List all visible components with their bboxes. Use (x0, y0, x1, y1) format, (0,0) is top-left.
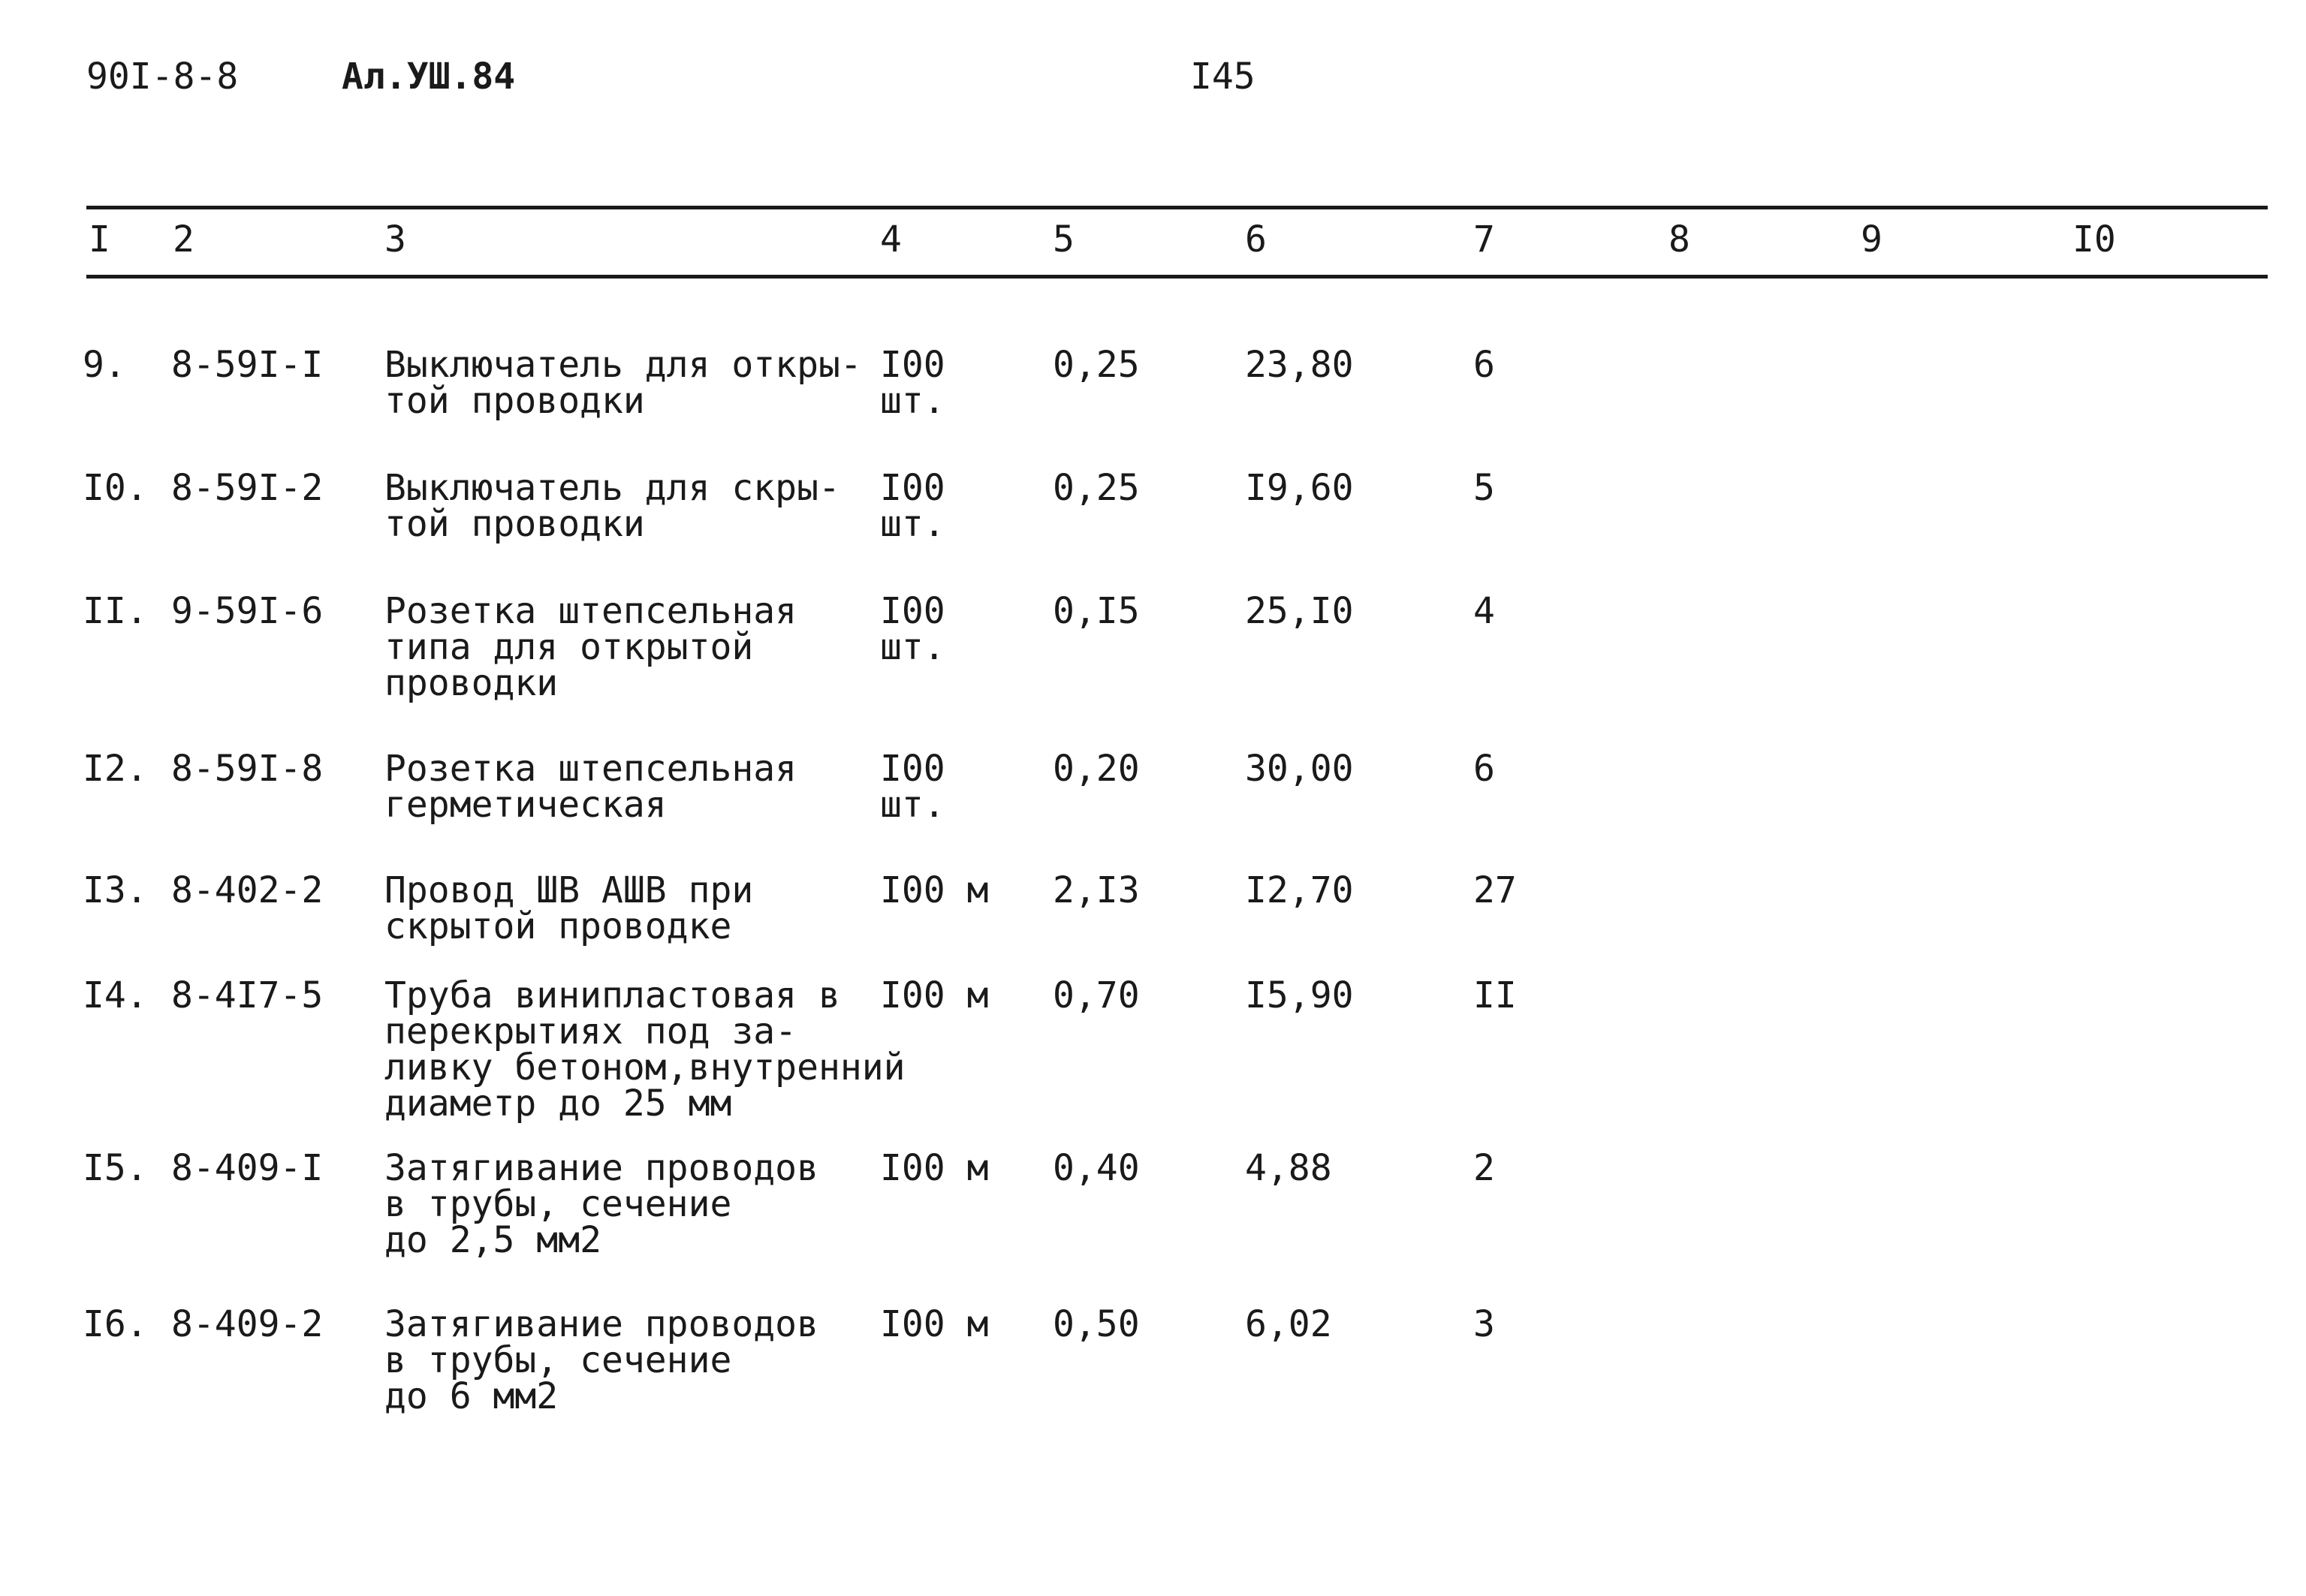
row-number: I2. (83, 748, 148, 790)
column-number: 4 (880, 218, 902, 260)
column-7-value: 6 (1473, 344, 1495, 386)
column-7-value: 27 (1473, 869, 1517, 911)
quantity: 0,25 (1053, 467, 1140, 509)
row-number: I5. (83, 1147, 148, 1189)
column-7-value: II (1473, 974, 1517, 1016)
unit-price: 4,88 (1245, 1147, 1332, 1189)
document-code: 90I-8-8 (86, 56, 239, 98)
row-number: I0. (83, 467, 148, 509)
rate-code: 8-409-2 (171, 1303, 324, 1345)
table-top-rule (86, 206, 2268, 209)
unit: I00 шт. (880, 467, 945, 545)
unit: I00 м (880, 1303, 989, 1345)
album-reference: Ал.УШ.84 (342, 56, 516, 98)
rate-code: 8-59I-I (171, 344, 324, 386)
quantity: 2,I3 (1053, 869, 1140, 911)
quantity: 0,40 (1053, 1147, 1140, 1189)
column-number: 8 (1668, 218, 1690, 260)
unit-price: I5,90 (1245, 974, 1354, 1016)
column-number: I (89, 218, 110, 260)
column-7-value: 4 (1473, 590, 1495, 632)
unit: I00 шт. (880, 344, 945, 422)
unit-price: 6,02 (1245, 1303, 1332, 1345)
column-7-value: 6 (1473, 748, 1495, 790)
table-header-rule (86, 275, 2268, 279)
page-number: I45 (1190, 56, 1255, 98)
quantity: 0,25 (1053, 344, 1140, 386)
work-name: Затягивание проводов в трубы, сечение до 6 мм2 (384, 1303, 818, 1417)
work-name: Розетка штепсельная типа для открытой проводки (384, 590, 797, 704)
work-name: Выключатель для скры- той проводки (384, 467, 840, 545)
row-number: I4. (83, 974, 148, 1016)
column-number: 2 (173, 218, 194, 260)
work-name: Провод ШВ АШВ при скрытой проводке (384, 869, 754, 947)
work-name: Розетка штепсельная герметическая (384, 748, 797, 826)
unit: I00 м (880, 869, 989, 911)
work-name: Затягивание проводов в трубы, сечение до 2,5 мм2 (384, 1147, 818, 1261)
column-7-value: 3 (1473, 1303, 1495, 1345)
work-name: Труба винипластовая в перекрытиях под за- ливку бетоном,внутренний диаметр до 25 мм (384, 974, 906, 1125)
column-7-value: 2 (1473, 1147, 1495, 1189)
rate-code: 8-59I-2 (171, 467, 324, 509)
unit: I00 м (880, 1147, 989, 1189)
quantity: 0,20 (1053, 748, 1140, 790)
column-number: 6 (1245, 218, 1267, 260)
column-7-value: 5 (1473, 467, 1495, 509)
unit-price: I2,70 (1245, 869, 1354, 911)
quantity: 0,50 (1053, 1303, 1140, 1345)
row-number: II. (83, 590, 148, 632)
unit: I00 м (880, 974, 989, 1016)
work-name: Выключатель для откры- той проводки (384, 344, 862, 422)
rate-code: 8-59I-8 (171, 748, 324, 790)
unit-price: I9,60 (1245, 467, 1354, 509)
rate-code: 9-59I-6 (171, 590, 324, 632)
row-number: I3. (83, 869, 148, 911)
column-number: I0 (2072, 218, 2116, 260)
quantity: 0,I5 (1053, 590, 1140, 632)
unit-price: 30,00 (1245, 748, 1354, 790)
unit-price: 23,80 (1245, 344, 1354, 386)
column-number: 9 (1861, 218, 1882, 260)
column-number: 7 (1473, 218, 1495, 260)
rate-code: 8-4I7-5 (171, 974, 324, 1016)
unit: I00 шт. (880, 748, 945, 826)
column-number: 5 (1053, 218, 1075, 260)
unit: I00 шт. (880, 590, 945, 668)
unit-price: 25,I0 (1245, 590, 1354, 632)
quantity: 0,70 (1053, 974, 1140, 1016)
row-number: 9. (83, 344, 126, 386)
rate-code: 8-409-I (171, 1147, 324, 1189)
rate-code: 8-402-2 (171, 869, 324, 911)
row-number: I6. (83, 1303, 148, 1345)
column-number: 3 (384, 218, 406, 260)
